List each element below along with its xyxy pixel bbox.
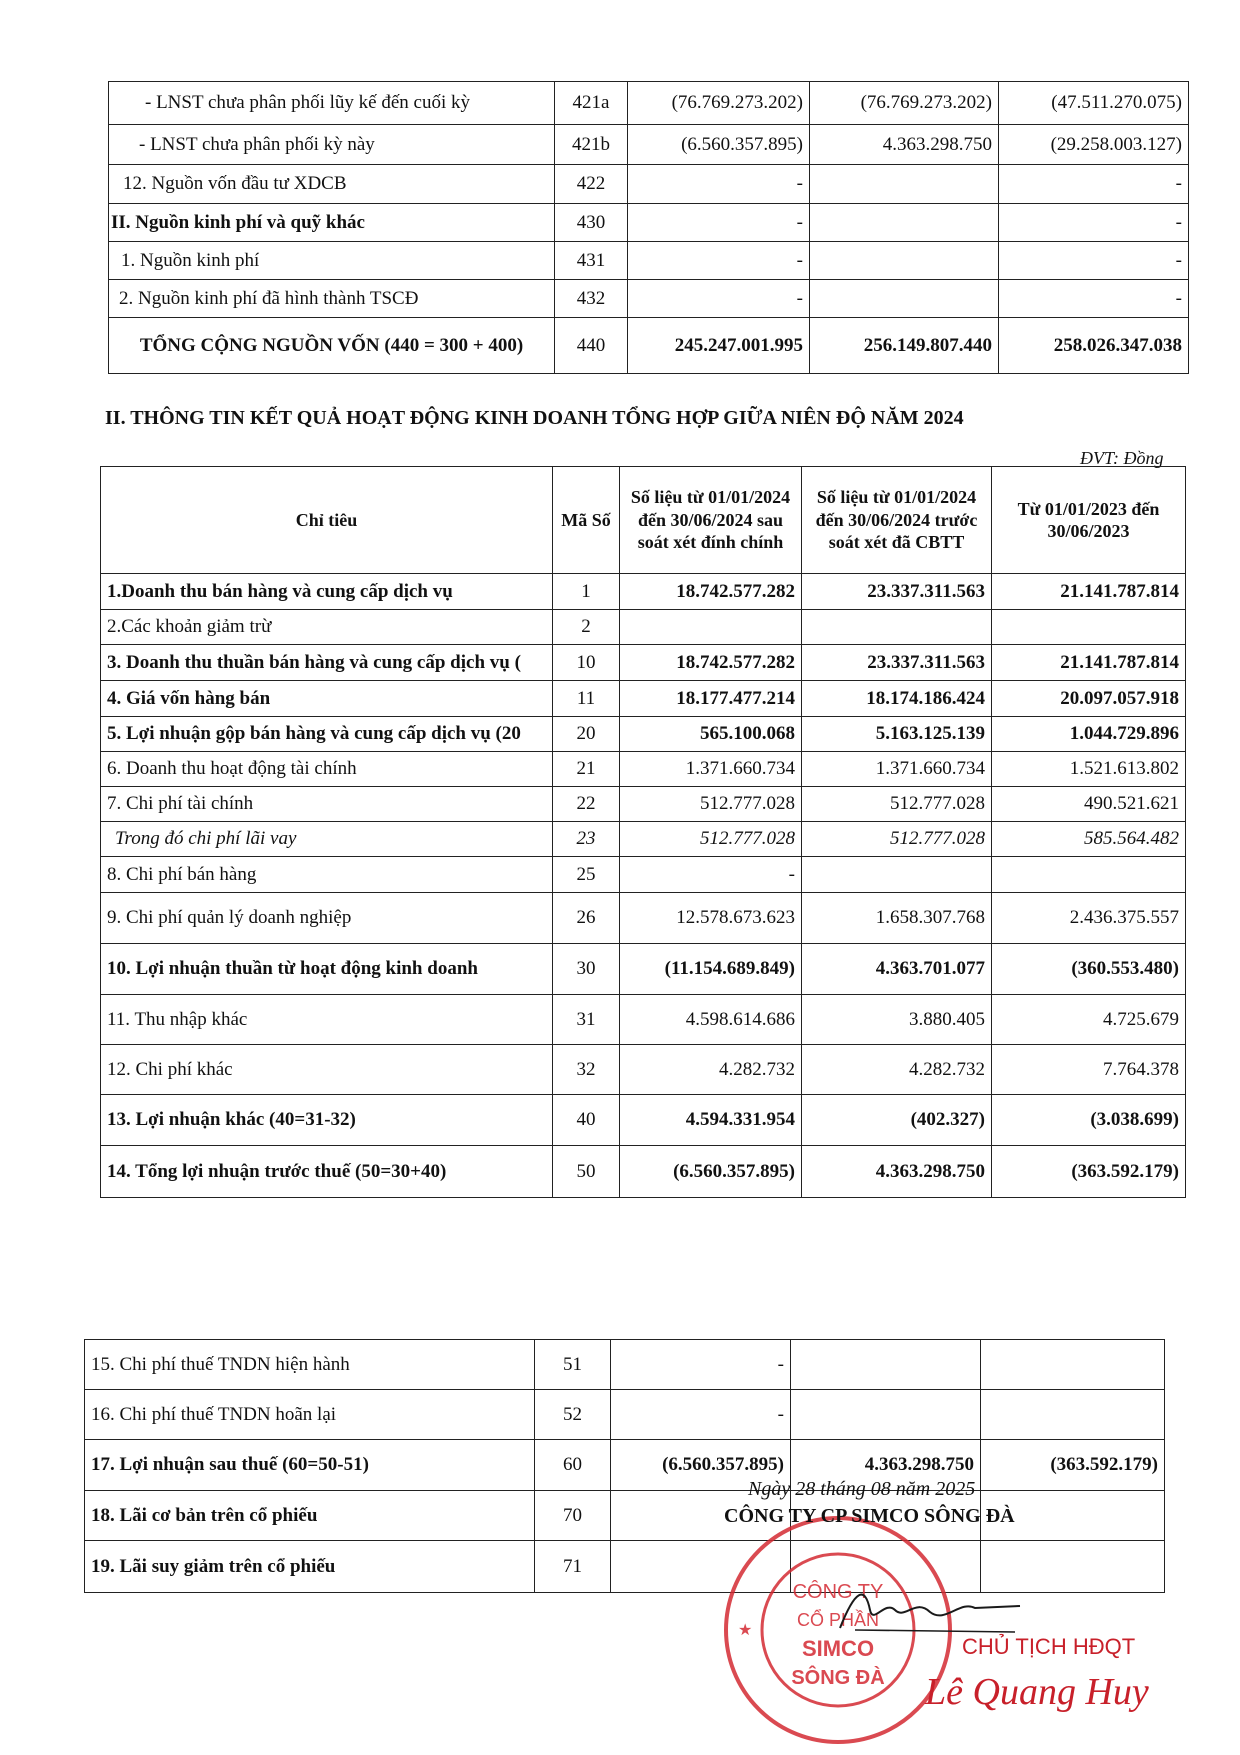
table-row bbox=[85, 1340, 1165, 1390]
row-code: 22 bbox=[553, 787, 620, 822]
row-label: - LNST chưa phân phối kỳ này bbox=[109, 125, 555, 165]
company-name: CÔNG TY CP SIMCO SÔNG ĐÀ bbox=[724, 1505, 1015, 1527]
row-value-2: 512.777.028 bbox=[802, 822, 992, 857]
row-value-3: 4.725.679 bbox=[992, 995, 1186, 1045]
row-value-1: 565.100.068 bbox=[620, 717, 802, 752]
row-label: 12. Chi phí khác bbox=[101, 1045, 553, 1095]
row-value-3: 258.026.347.038 bbox=[999, 318, 1189, 374]
row-value-3: - bbox=[999, 242, 1189, 280]
row-value-2: 1.658.307.768 bbox=[802, 893, 992, 944]
row-value-2 bbox=[810, 280, 999, 318]
row-value-1: - bbox=[628, 242, 810, 280]
table-row bbox=[109, 204, 1189, 242]
table-row bbox=[85, 1390, 1165, 1440]
row-label: 17. Lợi nhuận sau thuế (60=50-51) bbox=[85, 1440, 535, 1491]
row-value-2: 4.363.701.077 bbox=[802, 944, 992, 995]
row-value-2: 4.363.298.750 bbox=[791, 1440, 981, 1491]
row-value-3: 21.141.787.814 bbox=[992, 645, 1186, 681]
row-value-1: 12.578.673.623 bbox=[620, 893, 802, 944]
income-statement-table bbox=[100, 466, 1186, 1198]
row-value-3: 1.044.729.896 bbox=[992, 717, 1186, 752]
row-label: 12. Nguồn vốn đầu tư XDCB bbox=[109, 165, 555, 204]
row-label: TỔNG CỘNG NGUỒN VỐN (440 = 300 + 400) bbox=[109, 318, 555, 374]
signer-role: CHỦ TỊCH HĐQT bbox=[962, 1634, 1136, 1659]
row-label: 19. Lãi suy giảm trên cổ phiếu bbox=[85, 1541, 535, 1593]
row-value-1: (11.154.689.849) bbox=[620, 944, 802, 995]
row-value-3: (29.258.003.127) bbox=[999, 125, 1189, 165]
svg-text:SIMCO: SIMCO bbox=[801, 1636, 875, 1661]
table-row bbox=[101, 995, 1186, 1045]
table-row bbox=[109, 318, 1189, 374]
income-statement-table-continued bbox=[84, 1339, 1165, 1593]
row-value-3: 490.521.621 bbox=[992, 787, 1186, 822]
row-value-1: 512.777.028 bbox=[620, 787, 802, 822]
row-code: 421a bbox=[555, 82, 628, 125]
row-value-1: - bbox=[611, 1340, 791, 1390]
row-value-1: (76.769.273.202) bbox=[628, 82, 810, 125]
table-row bbox=[101, 717, 1186, 752]
row-value-1: - bbox=[628, 165, 810, 204]
row-code: 422 bbox=[555, 165, 628, 204]
row-label: 18. Lãi cơ bản trên cổ phiếu bbox=[85, 1491, 535, 1541]
row-value-1: 512.777.028 bbox=[620, 822, 802, 857]
svg-text:★: ★ bbox=[738, 1622, 753, 1639]
row-label: 3. Doanh thu thuần bán hàng và cung cấp dịch vụ ( bbox=[101, 645, 553, 681]
header-col-1: Số liệu từ 01/01/2024 đến 30/06/2024 sau soát xét đính chính bbox=[620, 467, 802, 574]
row-value-1: - bbox=[611, 1390, 791, 1440]
header-code: Mã Số bbox=[553, 467, 620, 574]
row-label: 9. Chi phí quản lý doanh nghiệp bbox=[101, 893, 553, 944]
row-code: 20 bbox=[553, 717, 620, 752]
row-code: 432 bbox=[555, 280, 628, 318]
row-label: 16. Chi phí thuế TNDN hoãn lại bbox=[85, 1390, 535, 1440]
table-row bbox=[109, 82, 1189, 125]
row-value-2: 18.174.186.424 bbox=[802, 681, 992, 717]
svg-text:CỔ PHẦN: CỔ PHẦN bbox=[796, 1610, 880, 1630]
table-row bbox=[101, 822, 1186, 857]
row-code: 23 bbox=[553, 822, 620, 857]
row-value-1: (6.560.357.895) bbox=[620, 1146, 802, 1198]
table-row bbox=[109, 280, 1189, 318]
table-row bbox=[109, 125, 1189, 165]
row-value-3: (363.592.179) bbox=[981, 1440, 1165, 1491]
row-code: 70 bbox=[535, 1491, 611, 1541]
row-value-1: 245.247.001.995 bbox=[628, 318, 810, 374]
row-value-3: (3.038.699) bbox=[992, 1095, 1186, 1146]
row-value-2: 5.163.125.139 bbox=[802, 717, 992, 752]
row-value-1: - bbox=[628, 280, 810, 318]
row-value-3: - bbox=[999, 204, 1189, 242]
row-label: 15. Chi phí thuế TNDN hiện hành bbox=[85, 1340, 535, 1390]
row-label: 2.Các khoản giảm trừ bbox=[101, 610, 553, 645]
row-code: 71 bbox=[535, 1541, 611, 1593]
row-value-2 bbox=[810, 165, 999, 204]
table-row bbox=[109, 242, 1189, 280]
table-row bbox=[101, 752, 1186, 787]
row-label: 4. Giá vốn hàng bán bbox=[101, 681, 553, 717]
table-row bbox=[101, 610, 1186, 645]
row-code: 60 bbox=[535, 1440, 611, 1491]
row-code: 431 bbox=[555, 242, 628, 280]
row-code: 51 bbox=[535, 1340, 611, 1390]
row-label: II. Nguồn kinh phí và quỹ khác bbox=[109, 204, 555, 242]
row-label: 11. Thu nhập khác bbox=[101, 995, 553, 1045]
table-row bbox=[101, 787, 1186, 822]
row-value-2: 1.371.660.734 bbox=[802, 752, 992, 787]
row-value-2 bbox=[791, 1340, 981, 1390]
row-code: 52 bbox=[535, 1390, 611, 1440]
table-row bbox=[101, 944, 1186, 995]
table-row bbox=[101, 681, 1186, 717]
row-value-2: 256.149.807.440 bbox=[810, 318, 999, 374]
row-code: 40 bbox=[553, 1095, 620, 1146]
row-label: 14. Tổng lợi nhuận trước thuế (50=30+40) bbox=[101, 1146, 553, 1198]
signer-name: Lê Quang Huy bbox=[925, 1671, 1149, 1713]
row-code: 1 bbox=[553, 574, 620, 610]
row-value-2 bbox=[810, 242, 999, 280]
row-value-3: 20.097.057.918 bbox=[992, 681, 1186, 717]
table-row bbox=[109, 165, 1189, 204]
row-value-1: (6.560.357.895) bbox=[611, 1440, 791, 1491]
row-label: 7. Chi phí tài chính bbox=[101, 787, 553, 822]
row-label: 5. Lợi nhuận gộp bán hàng và cung cấp dịch vụ (20 bbox=[101, 717, 553, 752]
row-code: 421b bbox=[555, 125, 628, 165]
row-value-3: 2.436.375.557 bbox=[992, 893, 1186, 944]
row-value-1: 1.371.660.734 bbox=[620, 752, 802, 787]
row-value-2 bbox=[802, 857, 992, 893]
table-row bbox=[101, 1095, 1186, 1146]
row-value-2: 3.880.405 bbox=[802, 995, 992, 1045]
table-row bbox=[101, 645, 1186, 681]
row-value-1: - bbox=[628, 204, 810, 242]
svg-text:CÔNG TY: CÔNG TY bbox=[792, 1581, 884, 1603]
row-value-1: 4.282.732 bbox=[620, 1045, 802, 1095]
row-code: 430 bbox=[555, 204, 628, 242]
table-row bbox=[101, 1146, 1186, 1198]
balance-sheet-table bbox=[108, 81, 1189, 374]
row-value-2: 23.337.311.563 bbox=[802, 574, 992, 610]
row-value-2: (76.769.273.202) bbox=[810, 82, 999, 125]
row-value-2: (402.327) bbox=[802, 1095, 992, 1146]
row-value-2: 512.777.028 bbox=[802, 787, 992, 822]
row-value-3: (47.511.270.075) bbox=[999, 82, 1189, 125]
row-label: 1. Nguồn kinh phí bbox=[109, 242, 555, 280]
svg-text:SÔNG ĐÀ: SÔNG ĐÀ bbox=[791, 1667, 885, 1689]
table-row bbox=[101, 1045, 1186, 1095]
table-row bbox=[101, 574, 1186, 610]
header-col-3: Từ 01/01/2023 đến 30/06/2023 bbox=[992, 467, 1186, 574]
row-label: 6. Doanh thu hoạt động tài chính bbox=[101, 752, 553, 787]
row-value-2: 4.282.732 bbox=[802, 1045, 992, 1095]
row-value-2: 4.363.298.750 bbox=[810, 125, 999, 165]
row-value-2: 4.363.298.750 bbox=[802, 1146, 992, 1198]
row-value-3: (363.592.179) bbox=[992, 1146, 1186, 1198]
row-label: 10. Lợi nhuận thuần từ hoạt động kinh doanh bbox=[101, 944, 553, 995]
row-code: 50 bbox=[553, 1146, 620, 1198]
handwritten-signature bbox=[835, 1580, 1025, 1640]
row-code: 440 bbox=[555, 318, 628, 374]
signature-date: Ngày 28 tháng 08 năm 2025 bbox=[748, 1478, 976, 1500]
row-label: 2. Nguồn kinh phí đã hình thành TSCĐ bbox=[109, 280, 555, 318]
row-value-3: 1.521.613.802 bbox=[992, 752, 1186, 787]
row-code: 11 bbox=[553, 681, 620, 717]
row-value-1: 18.177.477.214 bbox=[620, 681, 802, 717]
row-code: 32 bbox=[553, 1045, 620, 1095]
row-value-1: 18.742.577.282 bbox=[620, 574, 802, 610]
row-code: 25 bbox=[553, 857, 620, 893]
row-value-2: 23.337.311.563 bbox=[802, 645, 992, 681]
row-value-1: (6.560.357.895) bbox=[628, 125, 810, 165]
row-label: 13. Lợi nhuận khác (40=31-32) bbox=[101, 1095, 553, 1146]
row-code: 2 bbox=[553, 610, 620, 645]
table-row bbox=[101, 857, 1186, 893]
row-value-1: 4.598.614.686 bbox=[620, 995, 802, 1045]
row-value-3: 7.764.378 bbox=[992, 1045, 1186, 1095]
row-value-2 bbox=[802, 610, 992, 645]
row-label: 8. Chi phí bán hàng bbox=[101, 857, 553, 893]
row-value-3 bbox=[992, 857, 1186, 893]
row-value-3: 585.564.482 bbox=[992, 822, 1186, 857]
row-code: 30 bbox=[553, 944, 620, 995]
row-value-3: - bbox=[999, 280, 1189, 318]
table-row bbox=[85, 1440, 1165, 1491]
row-value-1: 18.742.577.282 bbox=[620, 645, 802, 681]
row-value-2 bbox=[810, 204, 999, 242]
row-value-3: (360.553.480) bbox=[992, 944, 1186, 995]
table-row bbox=[101, 893, 1186, 944]
row-value-1: - bbox=[620, 857, 802, 893]
row-code: 26 bbox=[553, 893, 620, 944]
row-value-1: 4.594.331.954 bbox=[620, 1095, 802, 1146]
row-code: 21 bbox=[553, 752, 620, 787]
section-title: II. THÔNG TIN KẾT QUẢ HOẠT ĐỘNG KINH DOANH TỔNG HỢP GIỮA NIÊN ĐỘ NĂM 2024 bbox=[105, 407, 964, 429]
row-label: 1.Doanh thu bán hàng và cung cấp dịch vụ bbox=[101, 574, 553, 610]
row-code: 10 bbox=[553, 645, 620, 681]
row-label: Trong đó chi phí lãi vay bbox=[101, 822, 553, 857]
row-value-3: 21.141.787.814 bbox=[992, 574, 1186, 610]
row-code: 31 bbox=[553, 995, 620, 1045]
row-value-3 bbox=[981, 1390, 1165, 1440]
row-value-3 bbox=[992, 610, 1186, 645]
unit-label: ĐVT: Đồng bbox=[1080, 448, 1164, 468]
row-value-1 bbox=[620, 610, 802, 645]
row-label: - LNST chưa phân phối lũy kế đến cuối kỳ bbox=[109, 82, 555, 125]
row-value-3 bbox=[981, 1340, 1165, 1390]
table-header-row bbox=[101, 467, 1186, 574]
header-item: Chỉ tiêu bbox=[101, 467, 553, 574]
row-value-2 bbox=[791, 1390, 981, 1440]
header-col-2: Số liệu từ 01/01/2024 đến 30/06/2024 trước soát xét đã CBTT bbox=[802, 467, 992, 574]
row-value-3: - bbox=[999, 165, 1189, 204]
